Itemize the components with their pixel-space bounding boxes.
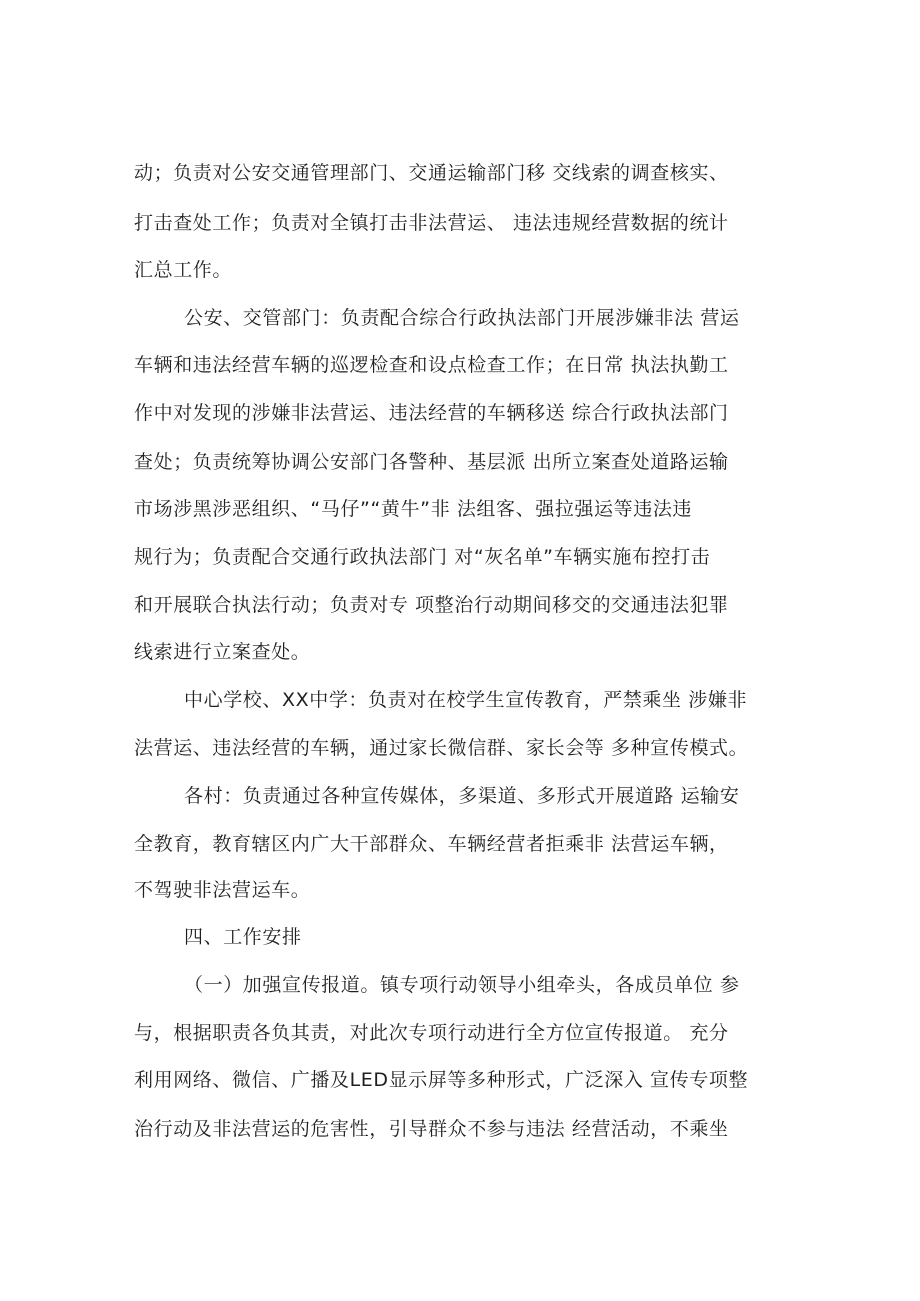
text-line: 动；负责对公安交通管理部门、交通运输部门移 交线索的调查核实、 [134, 162, 729, 184]
text-line: 规行为；负责配合交通行政执法部门 对“灰名单”车辆实施布控打击 [134, 546, 711, 568]
text-line: 车辆和违法经营车辆的巡逻检查和设点检查工作；在日常 执法执勤工 [134, 354, 729, 376]
text-line: 不驾驶非法营运车。 [134, 879, 311, 901]
paragraph-start-line: 各村：负责通过各种宣传媒体，多渠道、多形式开展道路 运输安 [184, 785, 740, 807]
text-line: 和开展联合执法行动；负责对专 项整治行动期间移交的交通违法犯罪 [134, 594, 729, 616]
section-heading: 四、工作安排 [184, 926, 302, 948]
text-line: 作中对发现的涉嫌非法营运、违法经营的车辆移送 综合行政执法部门 [134, 402, 729, 424]
text-line: 汇总工作。 [134, 259, 233, 281]
text-line: 查处；负责统筹协调公安部门各警种、基层派 出所立案查处道路运输 [134, 451, 729, 473]
text-line: 法营运、违法经营的车辆，通过家长微信群、家长会等 多种宣传模式。 [134, 737, 749, 759]
text-line: 线索进行立案查处。 [134, 641, 311, 663]
text-line: 打击查处工作；负责对全镇打击非法营运、 违法违规经营数据的统计 [134, 212, 729, 234]
paragraph-start-line: 中心学校、XX中学：负责对在校学生宣传教育，严禁乘坐 涉嫌非 [184, 689, 748, 711]
text-line: 治行动及非法营运的危害性，引导群众不参与违法 经营活动，不乘坐 [134, 1118, 729, 1140]
paragraph-start-line: 公安、交管部门：负责配合综合行政执法部门开展涉嫌非法 营运 [184, 307, 740, 329]
text-line: 利用网络、微信、广播及LED显示屏等多种形式，广泛深入 宣传专项整 [134, 1069, 749, 1091]
paragraph-start-line: （一）加强宣传报道。镇专项行动领导小组牵头，各成员单位 参 [184, 974, 740, 996]
text-line: 全教育，教育辖区内广大干部群众、车辆经营者拒乘非 法营运车辆， [134, 833, 729, 855]
text-line: 市场涉黑涉恶组织、“马仔”“黄牛”非 法组客、强拉强运等违法违 [134, 498, 693, 520]
text-line: 与，根据职责各负其责，对此次专项行动进行全方位宣传报道。 充分 [134, 1022, 729, 1044]
